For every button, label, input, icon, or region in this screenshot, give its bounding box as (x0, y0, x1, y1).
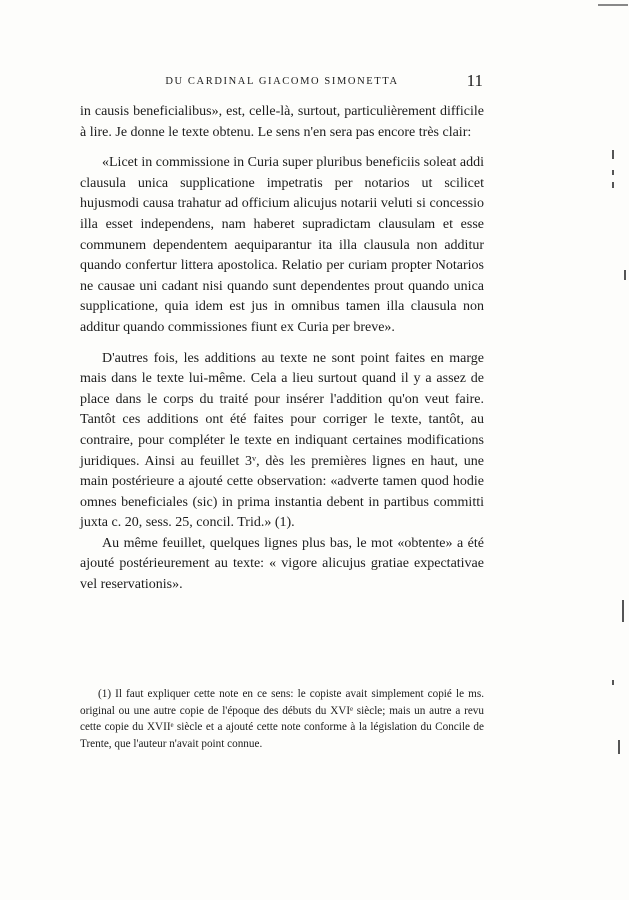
footnote-text: (1) Il faut expliquer cette note en ce sens: le copiste avait simplement copié le ms. original ou une autre copie de l'époque des débuts du XVIᵉ siècle; mais un autre a revu cette copie du XVIIᵉ siècle et a ajouté cette note conforme à la législation du Concile de Trente, que l'auteur n'avait point connue. (80, 688, 484, 750)
paragraph-same-folio: Au même feuillet, quelques lignes plus bas, le mot «obtente» a été ajouté postérieurement au texte: « vigore alicujus gratiae expectativae vel reservationis». (80, 535, 484, 593)
scan-speck (612, 182, 614, 188)
scan-speck (612, 680, 614, 685)
scan-speck (618, 740, 620, 754)
paragraph-continuation: in causis beneficialibus», est, celle-là, surtout, particulièrement difficile à lire. Je donne le texte obtenu. Le sens n'en sera pas encore très clair: (80, 104, 484, 140)
paragraph-additions: D'autres fois, les additions au texte ne sont point faites en marge mais dans le texte lui-même. Cela a lieu surtout quand il y a assez de place dans le corps du traité pour insérer l'addition qu'on veut faire. Tantôt ces additions ont été faites pour corriger le texte, tantôt, au contraire, pour compléter le texte en indiquant certaines modifications juridiques. Ainsi au feuillet 3ᵛ, dès les premières lignes en haut, une main postérieure a ajouté cette observation: «adverte tamen quod hodie omnes beneficiales (sic) in prima instantia debent in partibus committi juxta c. 20, sess. 25, concil. Trid.» (1). (80, 350, 484, 531)
main-text (80, 102, 484, 596)
scan-speck (612, 170, 614, 175)
page-number: 11 (466, 71, 483, 90)
running-header: DU CARDINAL GIACOMO SIMONETTA (165, 76, 399, 87)
scan-speck (624, 270, 626, 280)
scan-speck (598, 4, 628, 6)
footnote (80, 686, 484, 752)
latin-quotation: «Licet in commissione in Curia super pluribus beneficiis soleat addi clausula unica supplicatione impetratis per notarios ut scilicet hujusmodi causa trahatur ad officium alicujus notarii veluti si concessio illa esset independens, nam haberet supradictam clausulam et esse communem dependentem aequiparantur ita illa clausula non additur quando confertur littera apostolica. Relatio per curiam propter Notarios ne causae uni cadant nisi quando sunt dependentes prout quando unica supplicatione, quia idem est jus in omnibus tamen illa clausula non additur quando commissiones fiunt ex Curia per breve». (80, 155, 484, 335)
scan-speck (622, 600, 624, 622)
scan-speck (612, 150, 614, 159)
